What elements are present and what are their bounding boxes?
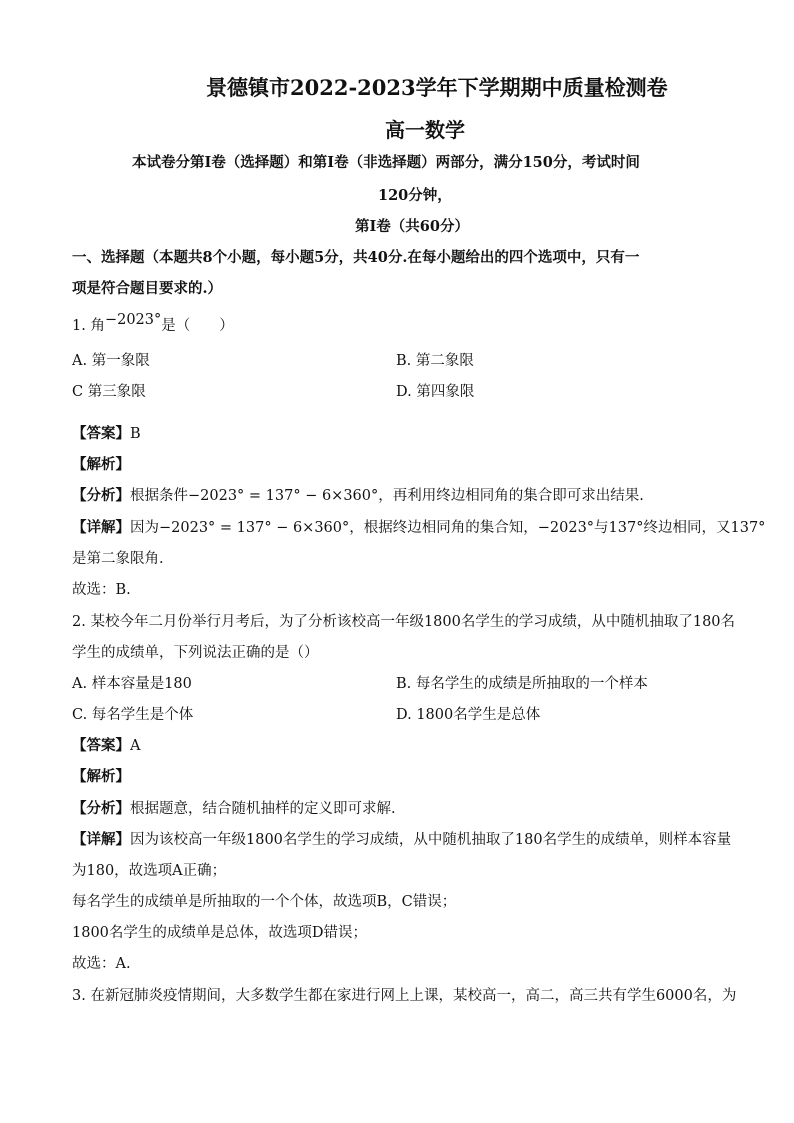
q1-xiangjie-line1 (72, 516, 765, 537)
q1-option-d: D. 第四象限 (396, 384, 475, 400)
section-heading-line2: 项是符合题目要求的.） (72, 280, 223, 297)
exam-title: 景德镇市2022-2023学年下学期期中质量检测卷 (206, 75, 668, 100)
q1-xiangjie-line2: 是第二象限角. (72, 551, 164, 567)
q1-angle-expression: −2023° (104, 312, 162, 328)
q2-option-a: A. 样本容量是180 (72, 676, 192, 692)
q2-option-d: D. 1800名学生是总体 (396, 707, 541, 723)
q1-stem (72, 314, 234, 335)
q2-xiangjie-line1 (72, 828, 731, 849)
q2-stem-line2: 学生的成绩单，下列说法正确的是（） (72, 645, 319, 661)
q1-option-c: C 第三象限 (72, 384, 146, 400)
xiangjie-text: 因为−2023° = 137° − 6×360°，根据终边相同角的集合知，−2023°与137°终边相同，又137° (130, 520, 766, 536)
xiangjie-tag: 【详解】 (72, 831, 130, 848)
answer-tag: 【答案】 (72, 425, 130, 442)
section-heading-line1: 一、选择题（本题共8个小题，每小题5分，共40分.在每小题给出的四个选项中，只有一 (72, 249, 640, 266)
answer-value: B (130, 426, 141, 442)
answer-value: A (130, 738, 141, 754)
instructions-line1: 本试卷分第I卷（选择题）和第I卷（非选择题）两部分，满分150分，考试时间 (132, 154, 640, 171)
q1-option-b: B. 第二象限 (396, 353, 474, 369)
fenxi-tag: 【分析】 (72, 487, 130, 504)
q1-fenxi (72, 484, 644, 505)
fenxi-text: 根据题意，结合随机抽样的定义即可求解. (130, 801, 396, 817)
xiangjie-text: 因为该校高一年级1800名学生的学习成绩，从中随机抽取了180名学生的成绩单，则样本容量 (130, 832, 732, 848)
xiangjie-tag: 【详解】 (72, 519, 130, 536)
analysis-tag: 【解析】 (72, 456, 130, 473)
subject-title: 高一数学 (385, 118, 465, 142)
q3-stem-line1: 3. 在新冠肺炎疫情期间，大多数学生都在家进行网上上课，某校高一，高二，高三共有学生6000名，为 (72, 988, 737, 1004)
q2-xiangjie-line2: 为180，故选项A正确； (72, 863, 227, 879)
part-title: 第I卷（共60分） (355, 218, 469, 235)
q1-analysis-tag (72, 453, 130, 474)
instructions-line2: 120分钟， (378, 187, 452, 204)
q2-answer (72, 734, 140, 755)
fenxi-text: 根据条件−2023° = 137° − 6×360°，再利用终边相同角的集合即可求出结果. (130, 488, 644, 504)
q2-option-c: C. 每名学生是个体 (72, 707, 194, 723)
q2-explanation-line3: 每名学生的成绩单是所抽取的一个个体，故选项B，C错误； (72, 894, 457, 910)
q1-stem-tail: 是（ ） (161, 318, 234, 334)
q1-conclusion: 故选：B. (72, 582, 131, 598)
answer-tag: 【答案】 (72, 737, 130, 754)
analysis-tag: 【解析】 (72, 768, 130, 785)
q1-answer (72, 422, 141, 443)
q2-option-b: B. 每名学生的成绩是所抽取的一个样本 (396, 676, 648, 692)
q2-conclusion: 故选：A. (72, 956, 131, 972)
q2-analysis-tag (72, 765, 130, 786)
q2-explanation-line4: 1800名学生的成绩单是总体，故选项D错误； (72, 925, 368, 941)
q1-number: 1. 角 (72, 318, 105, 334)
q1-option-a: A. 第一象限 (72, 353, 150, 369)
q2-stem-line1: 2. 某校今年二月份举行月考后，为了分析该校高一年级1800名学生的学习成绩，从中随机抽取了180名 (72, 614, 736, 630)
fenxi-tag: 【分析】 (72, 800, 130, 817)
q2-fenxi (72, 797, 396, 818)
